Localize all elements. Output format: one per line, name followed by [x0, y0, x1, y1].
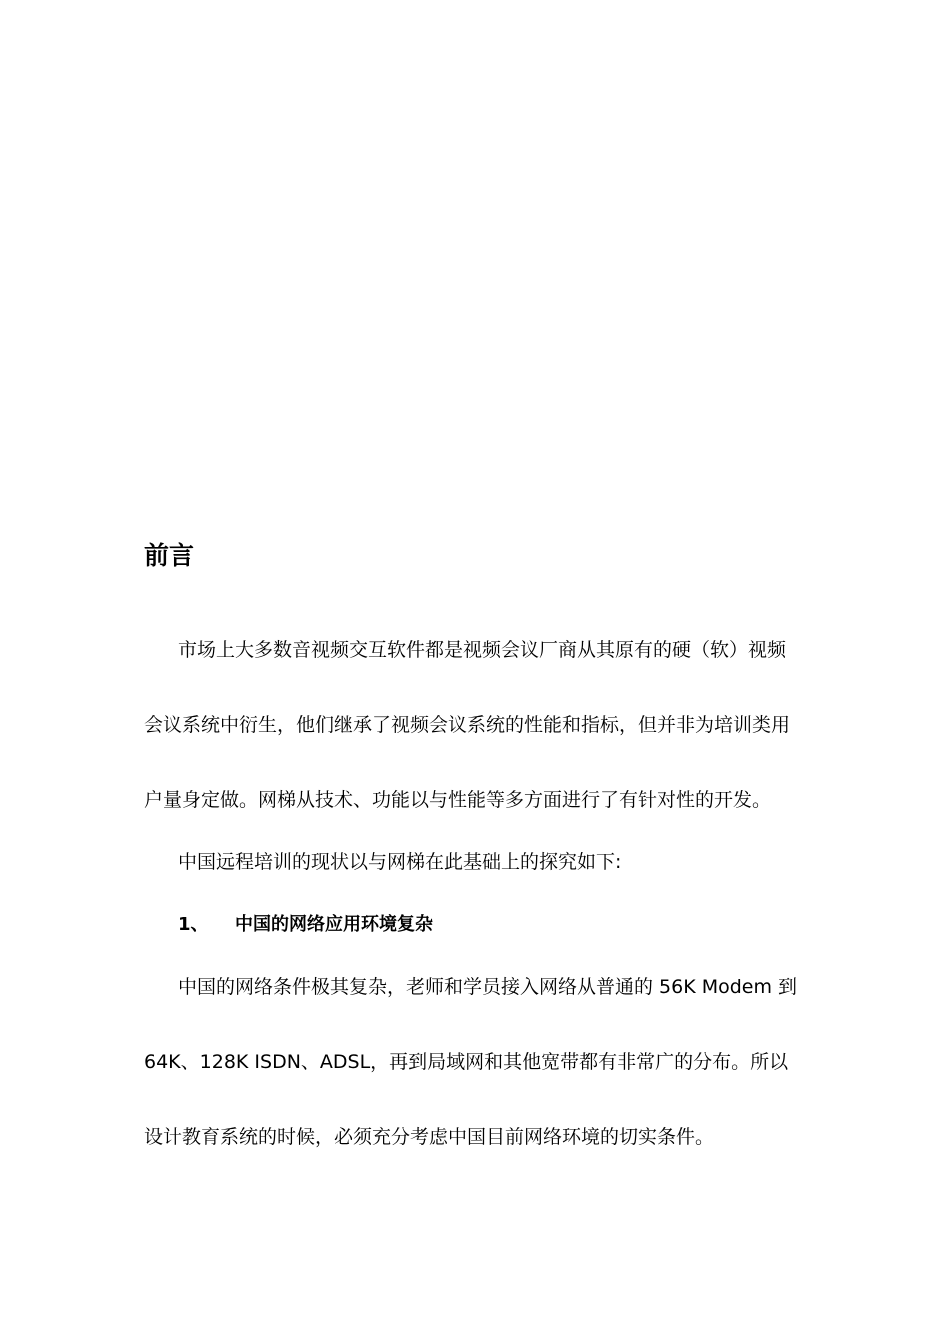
section-1-heading [178, 911, 433, 939]
section-1-title: 中国的网络应用环境复杂 [235, 914, 433, 935]
paragraph-1-line-1: 市场上大多数音视频交互软件都是视频会议厂商从其原有的硬（软）视频 [178, 639, 787, 661]
page-title: 前言 [144, 541, 195, 570]
paragraph-3-line-3: 设计教育系统的时候，必须充分考虑中国目前网络环境的切实条件。 [144, 1126, 715, 1148]
paragraph-2: 中国远程培训的现状以与网梯在此基础上的探究如下: [178, 851, 622, 873]
paragraph-3-line-2: 64K、128K ISDN、ADSL，再到局域网和其他宽带都有非常广的分布。所以 [144, 1051, 789, 1073]
paragraph-3-line-1: 中国的网络条件极其复杂，老师和学员接入网络从普通的 56K Modem 到 [178, 976, 798, 998]
paragraph-1-line-2: 会议系统中衍生，他们继承了视频会议系统的性能和指标，但并非为培训类用 [144, 714, 791, 736]
paragraph-1-line-3: 户量身定做。网梯从技术、功能以与性能等多方面进行了有针对性的开发。 [144, 789, 772, 811]
section-1-number: 1、 [178, 914, 209, 935]
